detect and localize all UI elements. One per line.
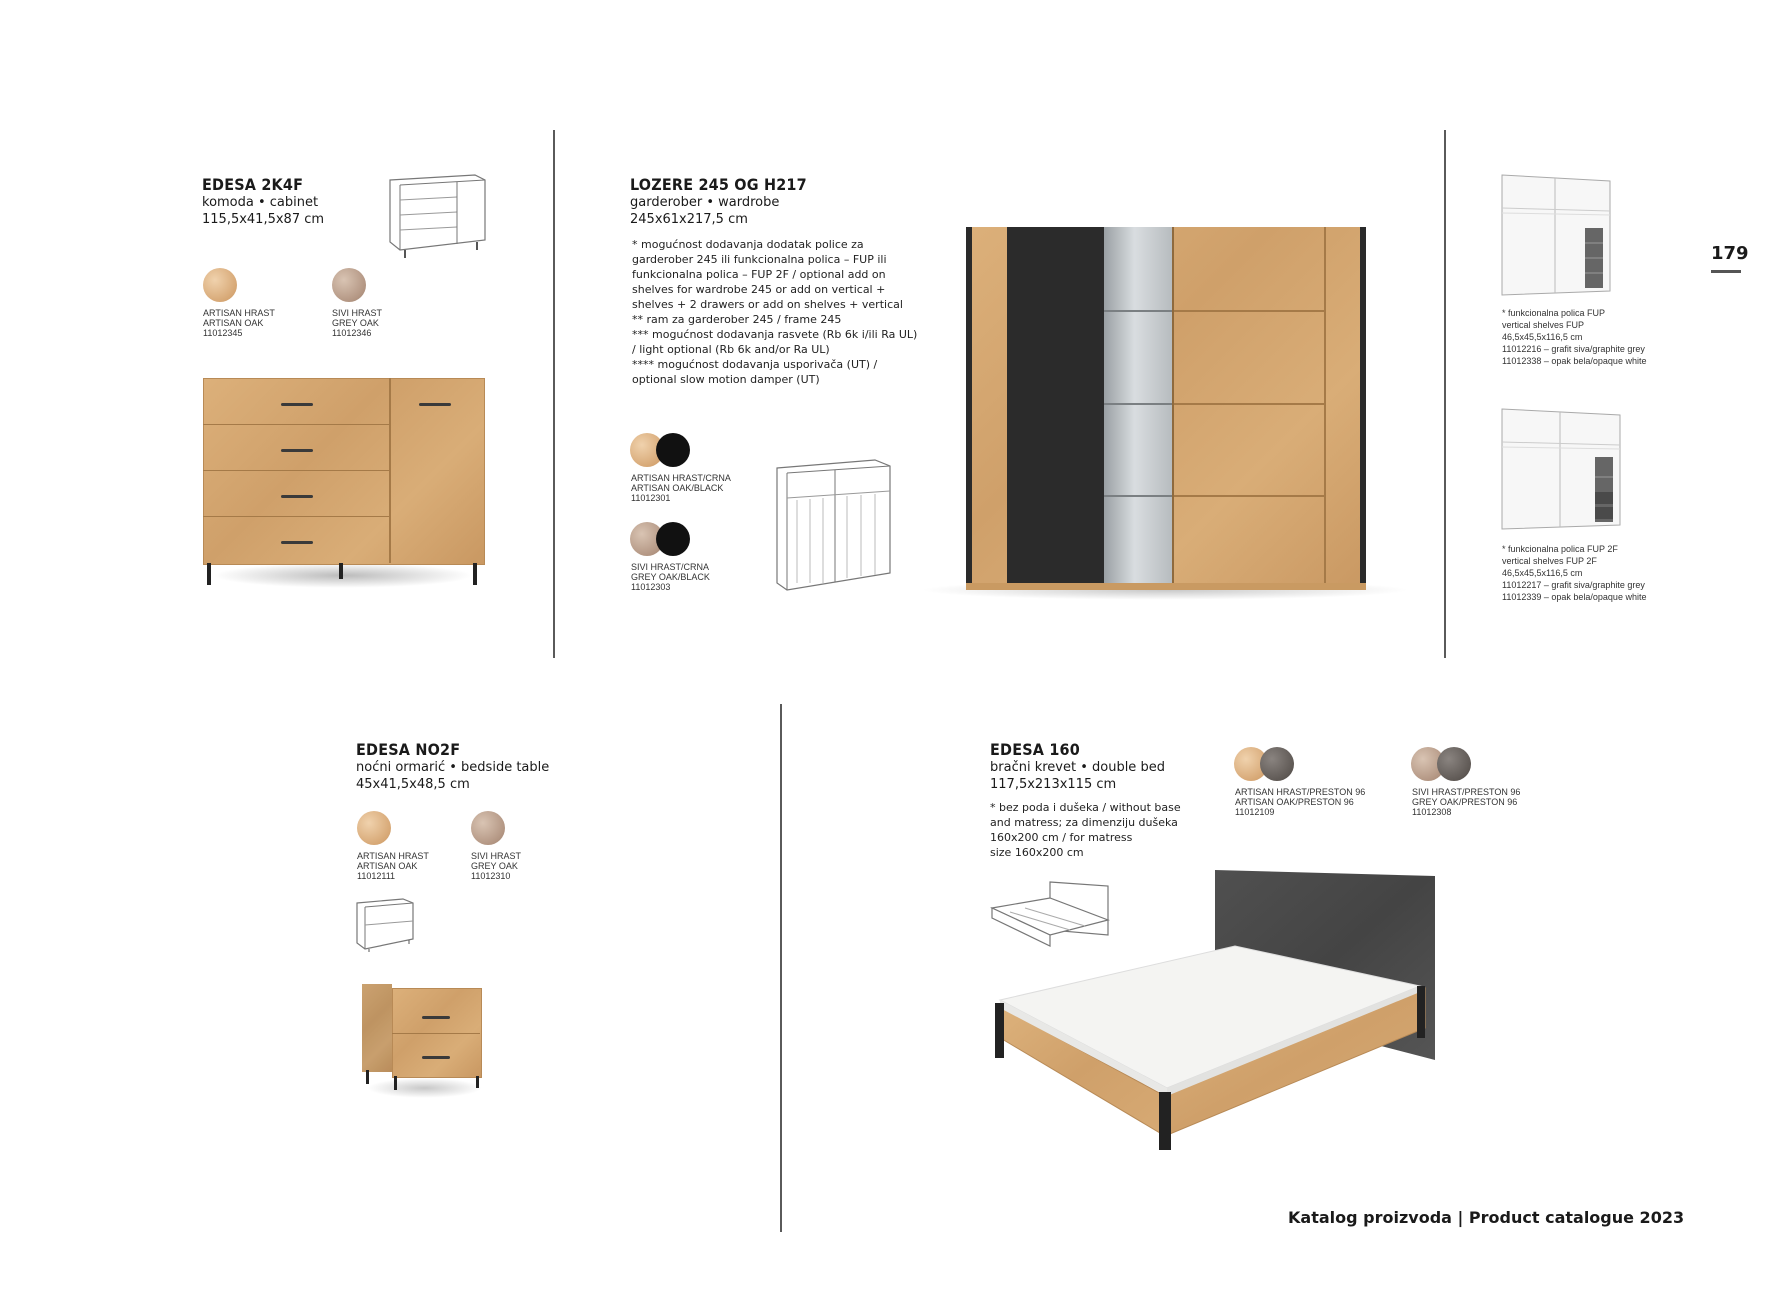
- product-title: EDESA 2K4F: [202, 175, 304, 194]
- swatch-black: [656, 522, 690, 556]
- frame-post: [966, 227, 972, 590]
- handle: [281, 449, 313, 452]
- nightstand-side: [362, 984, 392, 1072]
- product-title: EDESA 160: [990, 740, 1080, 759]
- lozere-photo: [940, 225, 1390, 597]
- swatch-preston-96: [1260, 747, 1294, 781]
- handle: [281, 495, 313, 498]
- edesa-2k4f-line-drawing: [385, 170, 490, 260]
- product-title: EDESA NO2F: [356, 740, 461, 759]
- product-dimensions: 117,5x213x115 cm: [990, 777, 1117, 792]
- leg: [394, 1076, 397, 1090]
- edesa-160-notes: * bez poda i dušeka / without base and matress; za dimenziju dušeka 160x200 cm / for matress size 160x200 cm: [990, 801, 1181, 859]
- swatch-grey-oak: [471, 811, 505, 845]
- page-number: 179: [1711, 243, 1749, 264]
- leg: [366, 1070, 369, 1084]
- product-subtitle: noćni ormarić • bedside table: [356, 760, 550, 775]
- edesa-no2f-photo: [362, 978, 482, 1103]
- variant-label: ARTISAN HRAST ARTISAN OAK 11012345: [203, 308, 275, 338]
- leg: [476, 1076, 479, 1088]
- product-subtitle: komoda • cabinet: [202, 195, 319, 210]
- shadow: [367, 1078, 482, 1098]
- swatch-grey-oak: [332, 268, 366, 302]
- leg: [473, 563, 477, 585]
- edesa-160-header: [990, 740, 1165, 793]
- handle: [422, 1056, 450, 1059]
- product-subtitle: garderober • wardrobe: [630, 195, 780, 210]
- variant-label: ARTISAN HRAST/PRESTON 96 ARTISAN OAK/PRESTON 96 11012109: [1235, 787, 1366, 817]
- edesa-2k4f-photo: [203, 378, 483, 598]
- swatch-black: [656, 433, 690, 467]
- catalogue-footer: Katalog proizvoda | Product catalogue 2023: [1288, 1208, 1685, 1227]
- swatch-artisan-oak: [357, 811, 391, 845]
- leg: [207, 563, 211, 585]
- handle: [281, 541, 313, 544]
- product-dimensions: 45x41,5x48,5 cm: [356, 777, 470, 792]
- lozere-notes: * mogućnost dodavanja dodatak police za garderober 245 ili funkcionalna polica – FUP ili funkcionalna polica – FUP 2F / optional add on shelves for wardrobe 245 or add on vertical + shelves + 2 drawers or add on shelves + vertical ** ram za garderober 245 / frame 245 *** mogućnost dodavanja rasvete (Rb 6k i/ili Ra UL) / light optional (Rb 6k and/or Ra UL) **** mogućnost dodavanja usporivača (UT) / optional slow motion damper (UT): [632, 238, 918, 386]
- lozere-header: [630, 175, 807, 228]
- fup-caption: * funkcionalna polica FUP vertical shelves FUP 46,5x45,5x116,5 cm 11012216 – grafit siva/graphite grey 11012338 – opak bela/opaque white: [1502, 308, 1647, 366]
- fup2f-caption: * funkcionalna polica FUP 2F vertical shelves FUP 2F 46,5x45,5x116,5 cm 11012217 – grafit siva/graphite grey 11012339 – opak bela/opaque white: [1502, 544, 1647, 602]
- frame-post: [1360, 227, 1366, 590]
- product-subtitle: bračni krevet • double bed: [990, 760, 1165, 775]
- product-title: LOZERE 245 OG H217: [630, 175, 807, 194]
- leg: [339, 563, 343, 579]
- divider-3: [780, 704, 782, 1232]
- product-dimensions: 115,5x41,5x87 cm: [202, 212, 325, 227]
- shadow: [213, 563, 473, 588]
- divider-1: [553, 130, 555, 658]
- variant-label: SIVI HRAST/CRNA GREY OAK/BLACK 11012303: [631, 562, 710, 592]
- fup-shelf-drawing: [1500, 173, 1615, 298]
- cabinet-body: [203, 378, 485, 565]
- variant-label: SIVI HRAST GREY OAK 11012346: [332, 308, 383, 338]
- swatch-artisan-oak: [203, 268, 237, 302]
- drawer-divider: [389, 378, 391, 563]
- variant-label: ARTISAN HRAST ARTISAN OAK 11012111: [357, 851, 429, 881]
- mirror-panel: [1104, 227, 1172, 583]
- edesa-160-photo: [985, 868, 1440, 1150]
- handle: [419, 403, 451, 406]
- edesa-no2f-line-drawing: [355, 897, 417, 953]
- variant-label: ARTISAN HRAST/CRNA ARTISAN OAK/BLACK 11012301: [631, 473, 731, 503]
- black-door-panel: [1007, 227, 1104, 583]
- page-number-underline: [1711, 270, 1741, 273]
- divider-2: [1444, 130, 1446, 658]
- edesa-no2f-header: [356, 740, 549, 793]
- swatch-preston-96: [1437, 747, 1471, 781]
- handle: [281, 403, 313, 406]
- handle: [422, 1016, 450, 1019]
- variant-label: SIVI HRAST GREY OAK 11012310: [471, 851, 522, 881]
- lozere-line-drawing: [775, 458, 895, 593]
- variant-label: SIVI HRAST/PRESTON 96 GREY OAK/PRESTON 96 11012308: [1412, 787, 1521, 817]
- edesa-2k4f-header: [202, 175, 324, 228]
- product-dimensions: 245x61x217,5 cm: [630, 212, 748, 227]
- fup2f-shelf-drawing: [1500, 407, 1625, 532]
